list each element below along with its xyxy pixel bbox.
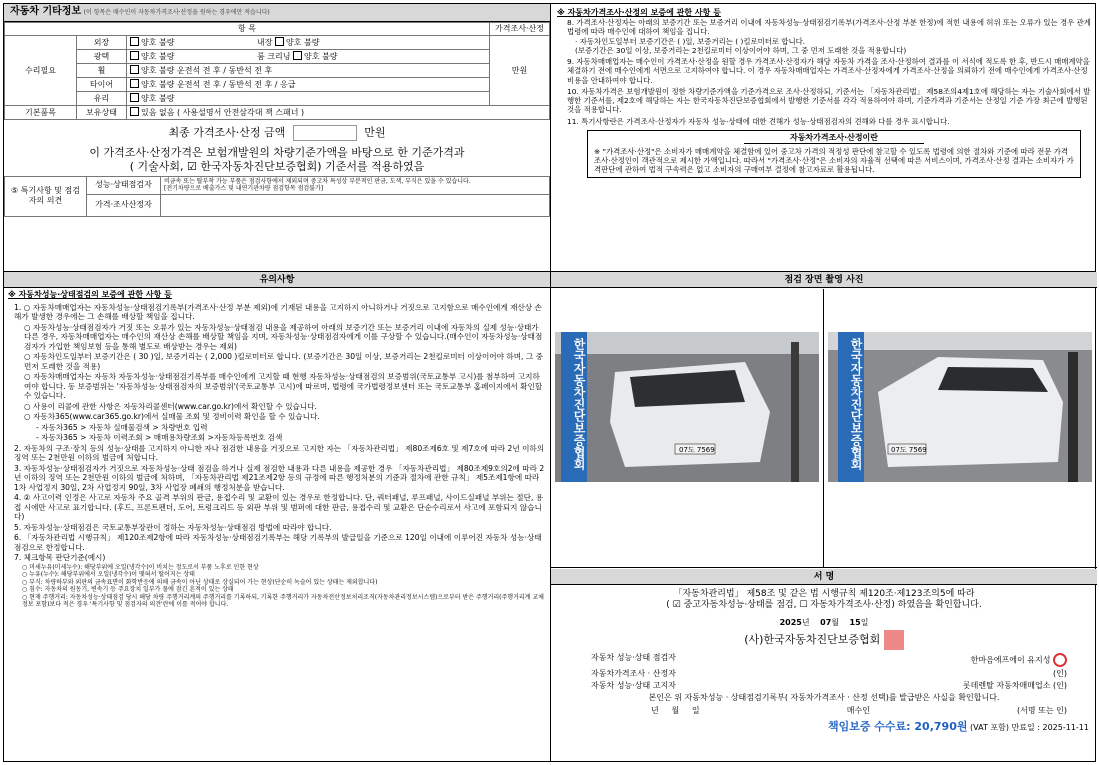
opts-text: 양호 불량	[141, 38, 175, 47]
warranty-item: (보증기간은 30일 이상, 보증거리는 2천킬로미터 이상이어야 하며, 그 중 먼저 도래한 것을 적용합니다)	[575, 45, 907, 55]
row-wheel: 휠	[77, 64, 127, 78]
warranty-items	[557, 18, 1091, 126]
checkbox[interactable]	[130, 79, 139, 88]
warranty-item: 11. 특기사항란은 가격조사·산정자가 자동차 성능·상태에 대한 견해가 성능·상태점검자의 견해와 다를 경우 표시합니다.	[567, 116, 950, 126]
inspection-photo-rear	[828, 332, 1092, 482]
notice-item: ○ 자동차인도일부터 보증기간은 ( 30 )일, 보증거리는 ( 2,000 )킬로미터로 합니다. (보증기간은 30일 이상, 보증거리는 2천킬로미터 이상이어야 하며, 그 중 먼저 도래한 것을 적용)	[24, 352, 543, 371]
fee-row	[551, 720, 1097, 734]
opts-text: 있음 없음 ( 사용설명서 안전삼각대 잭 스패너 )	[141, 108, 305, 117]
basic-opts	[127, 106, 550, 120]
warranty-item: 10. 자동차가격은 보험개발원이 정한 차량기준가액을 기준가격으로 조사·산정하되, 기준서는 「자동차관리법」 제58조의4제1호에 해당하는 자는 기술사회에서 발행한 기준서를, 제2호에 해당하는 자는 한국자동차진단보증협회에서 발행한 기준서를 각각 적용하여야 하며, 기준가격과 기준서는 산정일 기준 가장 최근에 발행된 것을 적용합니다.	[567, 86, 1091, 115]
checkbox[interactable]	[130, 51, 139, 60]
signer-label: 자동차가격조사 · 산정자	[591, 668, 676, 678]
notice-item: ○ 자동차성능·상태점검자가 거짓 또는 오류가 있는 자동차성능·상태점검 내용을 제공하여 아래의 보증기간 또는 보증거리 이내에 자동차의 실제 성능·상태가 다른 경우, 자동차매매업자는 매수인의 재산상 손해를 배상할 책임을 지며, 자동차성능·상태점검자에게 이를 구상할 수 있습니다.(매수인이 자동차성능·상태점검자가 가입한 책임보험 등을 통해 별도로 배상받는 경우는 제외)	[24, 322, 543, 351]
signer-label: 자동차 성능·상태 고지자	[591, 680, 676, 690]
warranty-panel	[551, 4, 1097, 271]
basic-sub: 보유상태	[77, 106, 127, 120]
notice-item: 6. 「자동차관리법 시행규칙」 제120조제2항에 따라 자동차성능·상태점검기록부는 해당 기록부의 발급일을 기준으로 120일 이내에 이루어진 자동차 성능·상태점검으로 한정합니다.	[14, 533, 542, 552]
signer-value: 롯데렌탈 자동차매매업소 (인)	[962, 680, 1067, 690]
price-inspector: 가격·조사산정자	[87, 194, 161, 216]
row-glass: 유리	[77, 92, 127, 106]
perf-note-2: [전기차량으로 배출가스 및 내연기관차량 점검항목 점검불가]	[164, 185, 324, 192]
buyer-year: 년	[651, 705, 659, 715]
checkbox[interactable]	[130, 107, 139, 116]
notice-item: - 자동차365 > 자동차 실매물검색 > 차량번호 입력	[36, 422, 208, 432]
notice-small-item: ○ 부식: 차량하부와 외판의 금속표면이 화학반응에 의해 금속이 아닌 상태로 상실되어 가는 현상(단순히 녹슬어 있는 상태는 제외합니다)	[22, 578, 378, 586]
notice-item: 5. 자동차성능·상태점검은 국토교통부장관이 정하는 자동차성능·상태점검 방법에 따라야 합니다.	[14, 522, 332, 532]
watermark-vertical: 한국자동차진단보증협회	[572, 338, 586, 470]
confirm-text: 본인은 위 자동차성능 · 상태점검기록부( 자동차가격조사 · 산정 선택)를 발급받은 사실을 확인합니다.	[648, 692, 1000, 702]
unit: 만원	[490, 36, 550, 106]
buyer-month: 월	[671, 705, 680, 715]
checkbox[interactable]	[130, 93, 139, 102]
notice-small-item: ○ 누유(누수): 해당부위에서 오일(냉각수)이 맺혀서 떨어지는 상태	[22, 571, 195, 579]
checkbox[interactable]	[130, 65, 139, 74]
notice-panel	[4, 272, 550, 763]
sign-panel	[551, 569, 1097, 763]
signer-row	[551, 680, 1097, 692]
warranty-item: · 자동차인도일부터 보증기간은 ( )일, 보증거리는 ( )킬로미터로 합니다.	[575, 36, 806, 46]
warranty-item: 9. 자동차매매업자는 매수인이 가격조사·산정을 원할 경우 가격조사·산정자가 해당 자동차 가격을 조사·산정하여 결과를 이 서식에 적도록 한 후, 반드시 매매계약을 체결하기 전에 매수인에게 서면으로 고지하여야 합니다. 이 경우 자동차매매업자는 가격조사·산정자에게 가격조사·산정을 의뢰하기 전에 매수인에게 가격조사·산정 비용을 안내하여야 합니다.	[567, 57, 1090, 85]
sign-line-2: ( ☑ 중고자동차성능·상태를 점검, ☐ 자동차가격조사·산정) 하였음을 확인합니다.	[666, 600, 982, 611]
repair-label: 수리필요	[5, 36, 77, 106]
price-inspector-opinion[interactable]	[161, 194, 550, 216]
plate-text-2: 07도 7569	[891, 446, 927, 454]
month-unit: 월	[831, 617, 839, 627]
fee-vat: (VAT 포함)	[970, 722, 1009, 732]
opts-text: 양호 불량 운전석 전 후 / 동반석 전 후 / 응급	[141, 80, 296, 89]
etc-info-panel	[4, 4, 550, 271]
perf-notes	[161, 176, 550, 194]
sign-header: 서 명	[551, 569, 1097, 585]
etc-table	[4, 22, 550, 120]
basis-2: ( 기술사회, ☑ 한국자동차진단보증협회) 기준서를 적용하였음	[129, 159, 425, 173]
form-frame	[3, 3, 1096, 762]
notice-item: ○ 자동차365(www.car365.go.kr)에서 실매물 조회 및 정비이력 확인을 할 수 있습니다.	[24, 412, 320, 422]
notice-item: ○ 사용이 리콜에 관한 사항은 자동차리콜센터(www.car.go.kr)에서 확인할 수 있습니다.	[24, 401, 317, 411]
day-unit: 일	[860, 617, 869, 627]
sign-org-row	[551, 630, 1097, 650]
plate-text-1: 07도 7569	[679, 446, 715, 454]
signer-row	[551, 652, 1097, 668]
basic-label: 기본품목	[5, 106, 77, 120]
notice-list	[8, 303, 546, 563]
date-day: 15	[849, 617, 861, 627]
row-room: 룸 크리닝	[257, 52, 291, 61]
definition-text: ※ "가격조사·산정"은 소비자가 매매계약을 체결함에 있어 중고차 가격의 적정성 판단에 참고할 수 있도록 법령에 의한 절차와 기준에 따라 전문 가격조사·산정인이 객관적으로 제시한 가액입니다. 따라서 "가격조사·산정"은 소비자의 자율적 선택에 따른 서비스이며, 가격조사·산정 결과는 소비자가 가격판단에 관하여 법적 구속력은 없고 소비자의 구매여부 결정에 참고자료로 활용됩니다.	[594, 146, 1074, 175]
final-label: 최종 가격조사·산정 금액	[168, 126, 286, 139]
date-month: 07	[820, 617, 832, 627]
definition-box	[587, 130, 1081, 178]
warranty-heading: ※ 자동차가격조사·산정의 보증에 관한 사항 등	[557, 8, 721, 17]
sign-org: (사)한국자동차진단보증협회	[744, 632, 881, 646]
year-unit: 년	[801, 617, 810, 627]
checkbox[interactable]	[130, 37, 139, 46]
row-gloss-opts	[127, 50, 490, 64]
notice-item: 4. ② 사고이력 인정은 사고로 자동차 주요 골격 부위의 판금, 용접수리 및 교환이 있는 경우로 한정합니다. 단, 쿼터패널, 루프패널, 사이드실패널 부위는 절단, 용접 시에만 사고로 표기합니다. (후드, 프론트펜더, 도어, 트렁크리드 등 외판 부위 및 범퍼에 대한 판금, 용접수리 및 교환은 단순수리로서 사고에 포함되지 않습니다)	[14, 493, 544, 522]
warranty-item: 8. 가격조사·산정자는 아래의 보증기간 또는 보증거리 이내에 자동차성능·상태점검기록부(가격조사·산정 부분 한정)에 적힌 내용에 허위 또는 오류가 있는 경우 관계법령에 따라 매수인에 대하여 책임을 집니다.	[567, 18, 1091, 37]
perf-note-1: 비금속 또는 탈부착 가능 부품은 점검사항에서 제외되며 중고차 특성상 부분적인 판금, 도색, 부식은 있을 수 있습니다.	[164, 177, 471, 185]
opts-text: 양호 불량	[304, 52, 338, 61]
special-label: ⑤ 특기사항 및 점검자의 의견	[5, 176, 87, 216]
notice-item: 3. 자동차성능·상태점검자가 거짓으로 자동차성능·상태 점검을 하거나 실제 점검한 내용과 다른 내용을 제공한 경우 「자동차관리법」 제80조제9호의2에 따라 2년 이하의 징역 또는 2천만원 이하의 벌금에 처하며, 「자동차관리법 제21조제2항 등의 규정에 따른 행정처분의 기준과 절차에 관한 규칙」 제5조제1항에 따라 1차 사업정지 30일, 2차 사업정지 90일, 3차 사업장 폐쇄의 행정처분을 받습니다.	[14, 463, 545, 492]
buyer-day: 일	[691, 705, 700, 715]
row-tire-opts	[127, 78, 490, 92]
row-wheel-opts	[127, 64, 490, 78]
final-price-input[interactable]	[293, 125, 357, 141]
notice-item: 1. ○ 자동차매매업자는 자동차성능·상태점검기록부(가격조사·산정 부분 제외)에 기재된 내용을 고지하지 아니하거나 거짓으로 고지함으로 매수인에게 재산상 손해가 발생한 경우에는 그 손해를 배상할 책임을 집니다.	[14, 303, 542, 322]
row-exterior: 외장	[77, 36, 127, 50]
signer-value: (인)	[1053, 668, 1067, 678]
definition-title: 자동차가격조사·산정이란	[744, 133, 924, 144]
sign-line-1: 「자동차관리법」 제58조 및 같은 법 시행규칙 제120조·제123조의5에 따라	[673, 589, 975, 599]
row-exterior-opts	[127, 36, 490, 50]
buyer-row	[551, 705, 1097, 717]
opts-text: 양호 불량	[286, 38, 320, 47]
final-price-row	[4, 125, 550, 141]
watermark-vertical: 한국자동차진단보증협회	[849, 338, 863, 470]
row-tire: 타이어	[77, 78, 127, 92]
col-price: 가격조사·산정	[490, 23, 550, 36]
row-glass-opts	[127, 92, 490, 106]
opts-text: 양호 불량	[141, 52, 175, 61]
notice-item: 2. 자동차의 구조·장치 등의 성능·상태를 고지하지 아니한 자나 점검한 내용을 거짓으로 고지한 자는 「자동차관리법」 제80조제6호 및 제7호에 따라 2년 이하의 징역 또는 2천만원 이하의 벌금에 처합니다.	[14, 443, 545, 463]
buyer-sign[interactable]: (서명 또는 인)	[1017, 705, 1067, 715]
notice-small-item: ○ 침수: 자동차의 원동기, 변속기 등 주요장치 일부가 물에 잠긴 흔적이 있는 상태	[22, 586, 234, 594]
col-item: 항 목	[5, 23, 490, 36]
signer-rows	[551, 652, 1097, 692]
notice-small-item: ○ 미세누유(미세누수): 해당부위에 오일(냉각수)이 비치는 정도로서 부품 노후로 인한 현상	[22, 563, 259, 571]
notice-sec: ※ 자동차성능·상태점검의 보증에 관한 사항 등	[8, 290, 172, 299]
row-interior: 내장	[257, 38, 273, 47]
fee-label: 책임보증 수수료: 20,790원	[827, 719, 968, 733]
inspection-photo-front	[555, 332, 819, 482]
opts-text: 양호 불량	[141, 94, 175, 103]
expiry: 만료일 : 2025-11-11	[1011, 722, 1089, 732]
notice-item: ○ 자동차매매업자는 자동차 자동차성능·상태점검기록부를 매수인에게 고지할 때 현행 자동차성능·상태점검의 보증범위(국토교통부 고시)를 첨부하여 고지하여야 합니다. 동 보증범위는 '자동차성능·상태점검자의 보증범위'(국토교통부 고시)에 따르며, 법령에 국가법령정보센터 또는 국토교통부 홈페이지에서 확인할 수 있습니다.	[24, 372, 543, 401]
checkbox[interactable]	[275, 37, 284, 46]
notice-item: 7. 체크항목 판단기준(예시)	[14, 553, 106, 563]
checkbox[interactable]	[293, 51, 302, 60]
org-seal-icon	[884, 630, 904, 650]
signer-value: 한마음에프에이 유지성	[970, 655, 1051, 664]
notice-small-list	[8, 564, 546, 609]
notice-header: 유의사항	[4, 272, 550, 288]
row-gloss: 광택	[77, 50, 127, 64]
etc-subtitle: (이 항목은 매수인이 자동차가격조사·산정을 원하는 경우에만 적습니다)	[83, 9, 270, 16]
perf-inspector: 성능·상태점검자	[87, 176, 161, 194]
date-year: 2025	[779, 617, 802, 627]
notice-small-item: ○ 현재 주행거리: 자동차성능·상태점검 당시 해당 차량 주행거리계의 주행거리를 기록하되, 기록한 주행거리가 자동차전산정보처리조직(자동차관리정보시스템)으로부터 받은 주행거리(주행거리계 교체 정보 포함)보다 적은 경우 '특기사항 및 점검자의 의견'란에 이를 적어야 합니다.	[22, 593, 544, 609]
final-unit: 만원	[364, 126, 386, 139]
sign-date	[551, 618, 1097, 628]
buyer-label: 매수인	[846, 705, 870, 715]
signer-row	[551, 668, 1097, 680]
photo-panel	[551, 272, 1097, 568]
etc-title: 자동차 기타정보	[10, 6, 82, 17]
signer-label: 자동차 성능·상태 점검자	[591, 652, 676, 662]
personal-seal-icon	[1053, 653, 1067, 667]
basis-1: 이 가격조사·산정가격은 보험개발원의 차량기준가액을 바탕으로 한 기준가격과	[89, 146, 465, 159]
photo-header: 점검 장면 촬영 사진	[551, 272, 1097, 288]
special-table	[4, 176, 550, 217]
notice-item: - 자동차365 > 자동차 이력조회 > 매매용차량조회 >자동차등록번호 검색	[36, 433, 283, 443]
opts-text: 양호 불량 운전석 전 후 / 동반석 전 후	[141, 66, 273, 75]
